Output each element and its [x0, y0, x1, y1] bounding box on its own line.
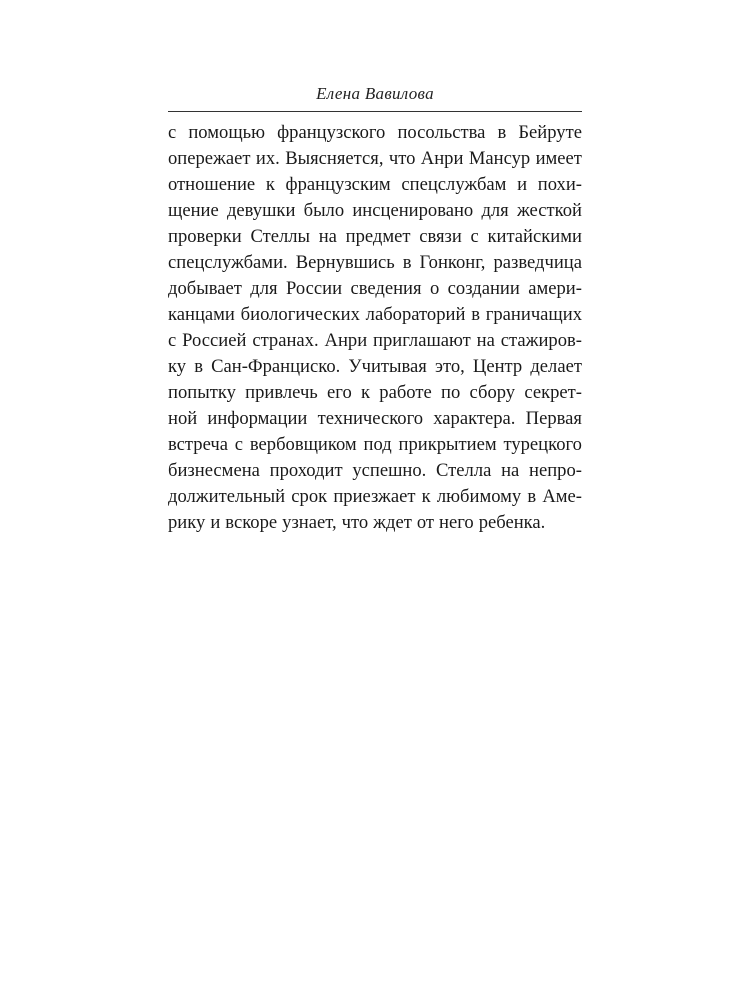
- word: что: [341, 512, 369, 533]
- word: их.: [255, 148, 280, 169]
- word: Вернувшись: [295, 252, 395, 273]
- word: посольства: [397, 122, 486, 143]
- word: по: [441, 382, 461, 403]
- word: связи: [419, 226, 462, 247]
- word: в: [471, 304, 480, 325]
- word: с: [168, 122, 177, 143]
- text-line: [168, 276, 582, 302]
- word: это,: [434, 356, 465, 377]
- word: имеет: [535, 148, 582, 169]
- word: добывает: [168, 278, 242, 299]
- text-line: [168, 380, 582, 406]
- word: жесткой: [516, 200, 582, 221]
- word: приезжает: [333, 486, 416, 507]
- word: в: [402, 252, 412, 273]
- word: предмет: [345, 226, 411, 247]
- word: прикрытием: [398, 434, 497, 455]
- word: должительный: [168, 486, 286, 507]
- word: под: [363, 434, 392, 455]
- word: в: [527, 486, 537, 507]
- word: спецслужбами.: [168, 252, 288, 273]
- text-line: [168, 250, 582, 276]
- word: рику: [168, 512, 206, 533]
- word: Гонконг,: [419, 252, 486, 273]
- word: непро-: [529, 460, 582, 481]
- word: стажиров-: [500, 330, 582, 351]
- word: в: [194, 356, 203, 377]
- word: создании: [447, 278, 520, 299]
- word: Первая: [525, 408, 582, 429]
- word: щение: [168, 200, 219, 221]
- word: Бейруте: [518, 122, 582, 143]
- word: секрет-: [524, 382, 582, 403]
- word: его: [327, 382, 352, 403]
- word: к: [421, 486, 431, 507]
- word: бизнесмена: [168, 460, 260, 481]
- word: Мансур: [468, 148, 531, 169]
- word: Аме-: [542, 486, 582, 507]
- word: информации: [207, 408, 308, 429]
- text-line: [168, 432, 582, 458]
- word: турецкого: [503, 434, 582, 455]
- word: к: [361, 382, 371, 403]
- body-paragraph: [168, 120, 582, 536]
- word: в: [497, 122, 507, 143]
- word: опережает: [168, 148, 251, 169]
- word: ку: [168, 356, 187, 377]
- word: французским: [285, 174, 391, 195]
- word: работе: [379, 382, 432, 403]
- word: ребенка.: [478, 512, 546, 533]
- text-line: [168, 198, 582, 224]
- word: России: [286, 278, 343, 299]
- word: успешно.: [352, 460, 427, 481]
- word: привлечь: [245, 382, 318, 403]
- word: вербовщиком: [249, 434, 357, 455]
- word: встреча: [168, 434, 228, 455]
- word: Центр: [472, 356, 523, 377]
- word: делает: [530, 356, 582, 377]
- word: разведчица: [493, 252, 582, 273]
- word: Анри: [420, 148, 464, 169]
- word: спецслужбам: [401, 174, 507, 195]
- word: проходит: [269, 460, 343, 481]
- word: французского: [277, 122, 386, 143]
- word: инсценировано: [352, 200, 474, 221]
- word: что: [388, 148, 416, 169]
- word: помощью: [188, 122, 266, 143]
- word: Анри: [324, 330, 368, 351]
- word: о: [429, 278, 440, 299]
- word: Стеллы: [250, 226, 311, 247]
- word: канцами: [168, 304, 235, 325]
- word: с: [470, 226, 479, 247]
- word: него: [439, 512, 474, 533]
- word: любимому: [436, 486, 522, 507]
- running-head-author: Елена Вавилова: [316, 84, 434, 103]
- word: граничащих: [485, 304, 582, 325]
- word: китайскими: [487, 226, 582, 247]
- word: с: [168, 330, 177, 351]
- word: характера.: [433, 408, 516, 429]
- word: амери-: [528, 278, 582, 299]
- word: с: [234, 434, 244, 455]
- text-line: [168, 302, 582, 328]
- text-line: [168, 146, 582, 172]
- word: ной: [168, 408, 198, 429]
- word: проверки: [168, 226, 242, 247]
- word: странах.: [252, 330, 319, 351]
- header-rule: [168, 111, 582, 112]
- word: срок: [291, 486, 328, 507]
- word: Учитывая: [348, 356, 427, 377]
- word: Выясняется,: [285, 148, 384, 169]
- word: и: [210, 512, 221, 533]
- word: лабораторий: [365, 304, 466, 325]
- word: к: [265, 174, 275, 195]
- word: девушки: [226, 200, 296, 221]
- word: для: [481, 200, 509, 221]
- text-line: [168, 484, 582, 510]
- word: вскоре: [225, 512, 278, 533]
- word: отношение: [168, 174, 256, 195]
- word: ждет: [373, 512, 412, 533]
- word: узнает,: [282, 512, 337, 533]
- word: приглашают: [373, 330, 471, 351]
- word: технического: [317, 408, 424, 429]
- word: было: [303, 200, 345, 221]
- word: от: [416, 512, 435, 533]
- text-line: [168, 172, 582, 198]
- text-line: [168, 224, 582, 250]
- word: похи-: [537, 174, 582, 195]
- text-line: [168, 458, 582, 484]
- text-line: [168, 120, 582, 146]
- word: на: [501, 460, 520, 481]
- word: биологических: [240, 304, 360, 325]
- word: на: [476, 330, 495, 351]
- word: сведения: [350, 278, 422, 299]
- word: на: [318, 226, 337, 247]
- text-line: [168, 406, 582, 432]
- word: попытку: [168, 382, 236, 403]
- text-line: [168, 354, 582, 380]
- word: для: [250, 278, 278, 299]
- word: Стелла: [436, 460, 492, 481]
- text-line: [168, 328, 582, 354]
- word: Сан-Франциско.: [211, 356, 341, 377]
- word: сбору: [469, 382, 516, 403]
- word: и: [517, 174, 528, 195]
- word: Россией: [182, 330, 247, 351]
- text-line: [168, 510, 582, 536]
